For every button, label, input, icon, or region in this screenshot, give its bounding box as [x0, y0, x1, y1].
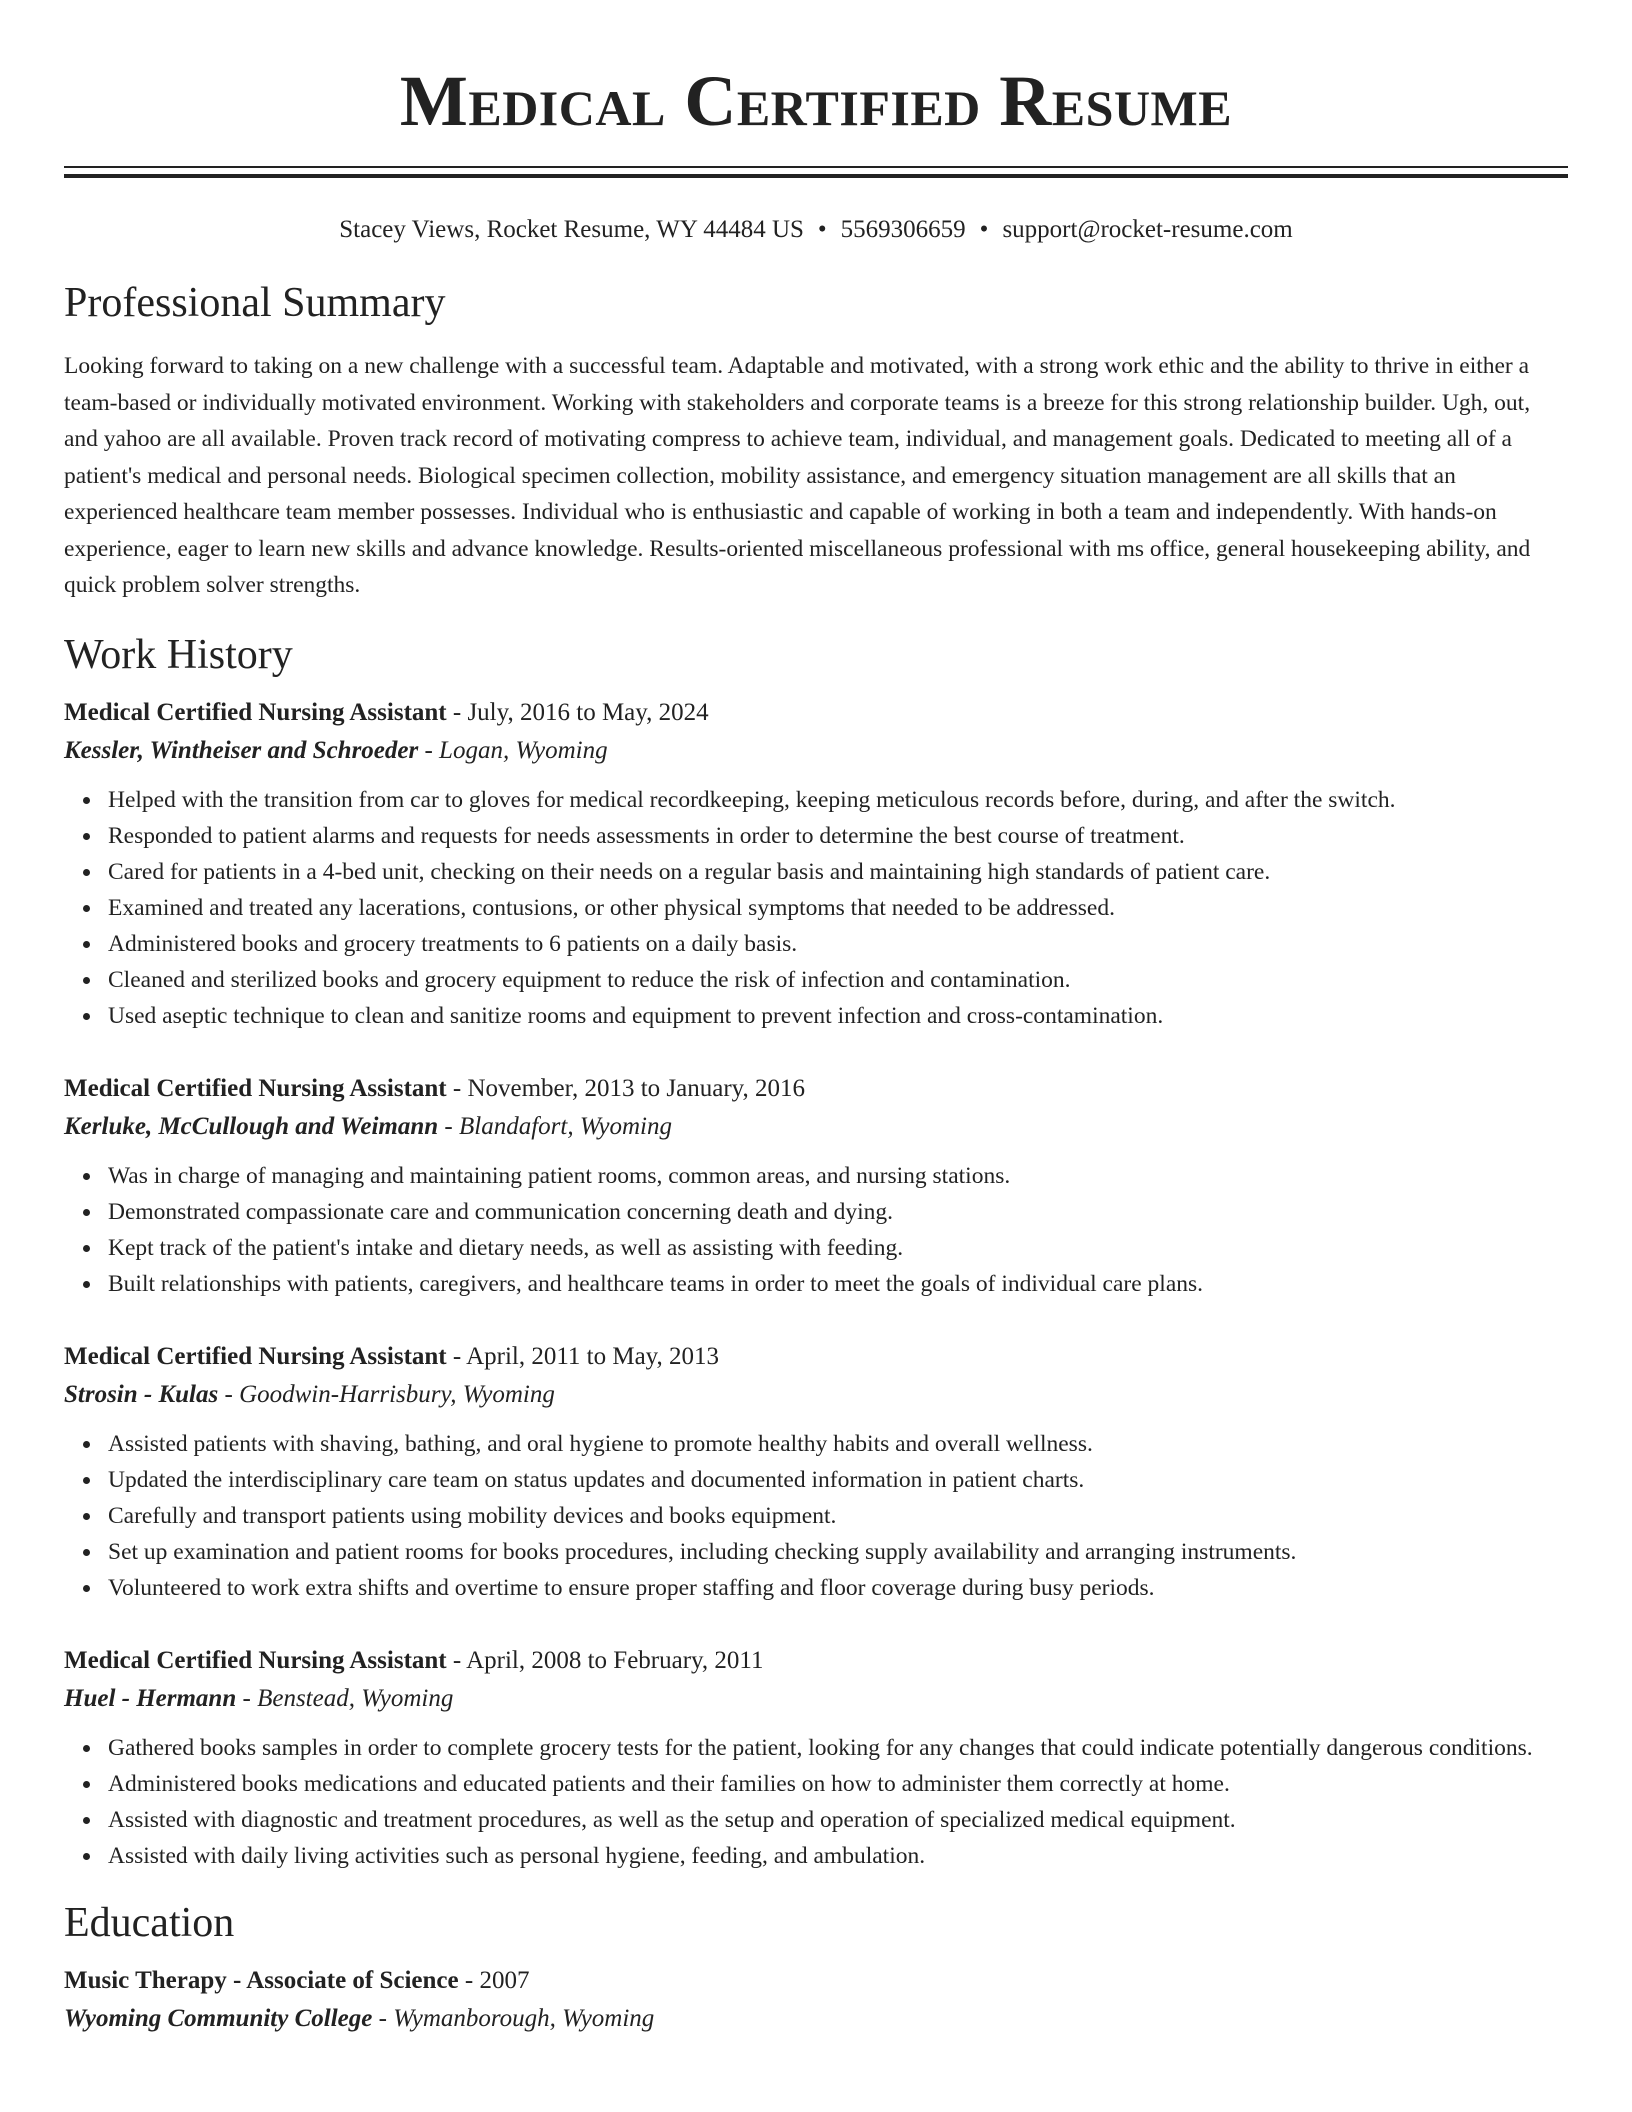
education-location: - Wymanborough, Wyoming	[372, 2004, 655, 2032]
summary-text: Looking forward to taking on a new challenge with a successful team. Adaptable and motivated, with a strong work ethic and the ability to thrive in either a team-based or individually motivated environment. Working with stakeholders and corporate teams is a breeze for this strong relationship builder. Ugh, out, and yahoo are all available. Proven track record of motivating compress to achieve team, individual, and management goals. Dedicated to meeting all of a patient's medical and personal needs. Biological specimen collection, mobility assistance, and emergency situation management are all skills that an experienced healthcare team member possesses. Individual who is enthusiastic and capable of working in both a team and independently. With hands-on experience, eager to learn new skills and advance knowledge. Results-oriented miscellaneous professional with ms office, general housekeeping ability, and quick problem solver strengths.	[64, 353, 1531, 598]
job-bullet: Assisted patients with shaving, bathing, and oral hygiene to promote healthy habits and overall wellness.	[108, 1426, 1568, 1462]
job-company: Strosin - Kulas	[64, 1380, 219, 1408]
job-dates: - April, 2011 to May, 2013	[446, 1342, 720, 1370]
job-bullet: Volunteered to work extra shifts and overtime to ensure proper staffing and floor coverage during busy periods.	[108, 1570, 1568, 1606]
job-bullet: Administered books medications and educated patients and their families on how to administer them correctly at home.	[108, 1766, 1568, 1802]
job-entry	[64, 694, 1568, 1034]
job-location: - Logan, Wyoming	[418, 736, 608, 764]
contact-address: Stacey Views, Rocket Resume, WY 44484 US	[339, 216, 804, 243]
job-title-line	[64, 1642, 1568, 1680]
job-bullet: Built relationships with patients, caregivers, and healthcare teams in order to meet the goals of individual care plans.	[108, 1266, 1568, 1302]
job-bullets	[64, 782, 1568, 1034]
job-title: Medical Certified Nursing Assistant	[64, 1074, 447, 1102]
job-bullet: Used aseptic technique to clean and sanitize rooms and equipment to prevent infection and cross-contamination.	[108, 998, 1568, 1034]
contact-separator: •	[817, 216, 827, 243]
education-school-line	[64, 2000, 1568, 2038]
job-title-line	[64, 694, 1568, 732]
job-bullet: Assisted with diagnostic and treatment procedures, as well as the setup and operation of specialized medical equipment.	[108, 1802, 1568, 1838]
job-bullet: Cared for patients in a 4-bed unit, checking on their needs on a regular basis and maintaining high standards of patient care.	[108, 854, 1568, 890]
job-company-line	[64, 1376, 1568, 1414]
job-bullet: Carefully and transport patients using mobility devices and books equipment.	[108, 1498, 1568, 1534]
contact-separator: •	[979, 216, 989, 243]
education-year: - 2007	[458, 1966, 530, 1994]
job-location: - Goodwin-Harrisbury, Wyoming	[218, 1380, 555, 1408]
job-bullet: Helped with the transition from car to gloves for medical recordkeeping, keeping meticulous records before, during, and after the switch.	[108, 782, 1568, 818]
education-heading: Education	[64, 1899, 235, 1946]
job-entry	[64, 1070, 1568, 1302]
job-bullet: Assisted with daily living activities such as personal hygiene, feeding, and ambulation.	[108, 1838, 1568, 1874]
job-location: - Benstead, Wyoming	[236, 1684, 454, 1712]
job-bullet: Administered books and grocery treatments to 6 patients on a daily basis.	[108, 926, 1568, 962]
job-bullets	[64, 1426, 1568, 1606]
summary-heading: Professional Summary	[64, 280, 446, 326]
job-bullet: Cleaned and sterilized books and grocery equipment to reduce the risk of infection and contamination.	[108, 962, 1568, 998]
job-company: Kerluke, McCullough and Weimann	[64, 1112, 439, 1140]
job-bullet: Examined and treated any lacerations, contusions, or other physical symptoms that needed to be addressed.	[108, 890, 1568, 926]
education-degree: Music Therapy - Associate of Science	[64, 1966, 459, 1994]
contact-line	[64, 214, 1568, 246]
job-company-line	[64, 1108, 1568, 1146]
title-divider-thick	[64, 174, 1568, 178]
job-title-line	[64, 1070, 1568, 1108]
job-title: Medical Certified Nursing Assistant	[64, 1342, 447, 1370]
title-divider-thin	[64, 166, 1568, 168]
job-bullets	[64, 1730, 1568, 1874]
job-entry	[64, 1338, 1568, 1606]
job-bullet: Kept track of the patient's intake and dietary needs, as well as assisting with feeding.	[108, 1230, 1568, 1266]
education-school: Wyoming Community College	[64, 2004, 373, 2032]
job-bullet: Gathered books samples in order to complete grocery tests for the patient, looking for any changes that could indicate potentially dangerous conditions.	[108, 1730, 1568, 1766]
job-dates: - November, 2013 to January, 2016	[446, 1074, 806, 1102]
job-company: Kessler, Wintheiser and Schroeder	[64, 736, 419, 764]
job-bullet: Updated the interdisciplinary care team on status updates and documented information in patient charts.	[108, 1462, 1568, 1498]
job-bullet: Responded to patient alarms and requests for needs assessments in order to determine the best course of treatment.	[108, 818, 1568, 854]
job-title: Medical Certified Nursing Assistant	[64, 1646, 447, 1674]
job-company: Huel - Hermann	[64, 1684, 237, 1712]
job-dates: - April, 2008 to February, 2011	[446, 1646, 764, 1674]
job-title: Medical Certified Nursing Assistant	[64, 698, 447, 726]
job-location: - Blandafort, Wyoming	[438, 1112, 672, 1140]
job-title-line	[64, 1338, 1568, 1376]
resume-title: Medical Certified Resume	[399, 61, 1233, 141]
contact-phone: 5569306659	[840, 216, 966, 243]
education-degree-line	[64, 1962, 1568, 2000]
education-entry	[64, 1962, 1568, 2038]
job-company-line	[64, 732, 1568, 770]
job-bullet: Was in charge of managing and maintaining patient rooms, common areas, and nursing stations.	[108, 1158, 1568, 1194]
job-bullet: Set up examination and patient rooms for books procedures, including checking supply availability and arranging instruments.	[108, 1534, 1568, 1570]
job-entry	[64, 1642, 1568, 1874]
job-bullets	[64, 1158, 1568, 1302]
job-company-line	[64, 1680, 1568, 1718]
job-dates: - July, 2016 to May, 2024	[446, 698, 709, 726]
job-bullet: Demonstrated compassionate care and communication concerning death and dying.	[108, 1194, 1568, 1230]
work-history-heading: Work History	[64, 631, 293, 678]
contact-email: support@rocket-resume.com	[1002, 216, 1293, 243]
